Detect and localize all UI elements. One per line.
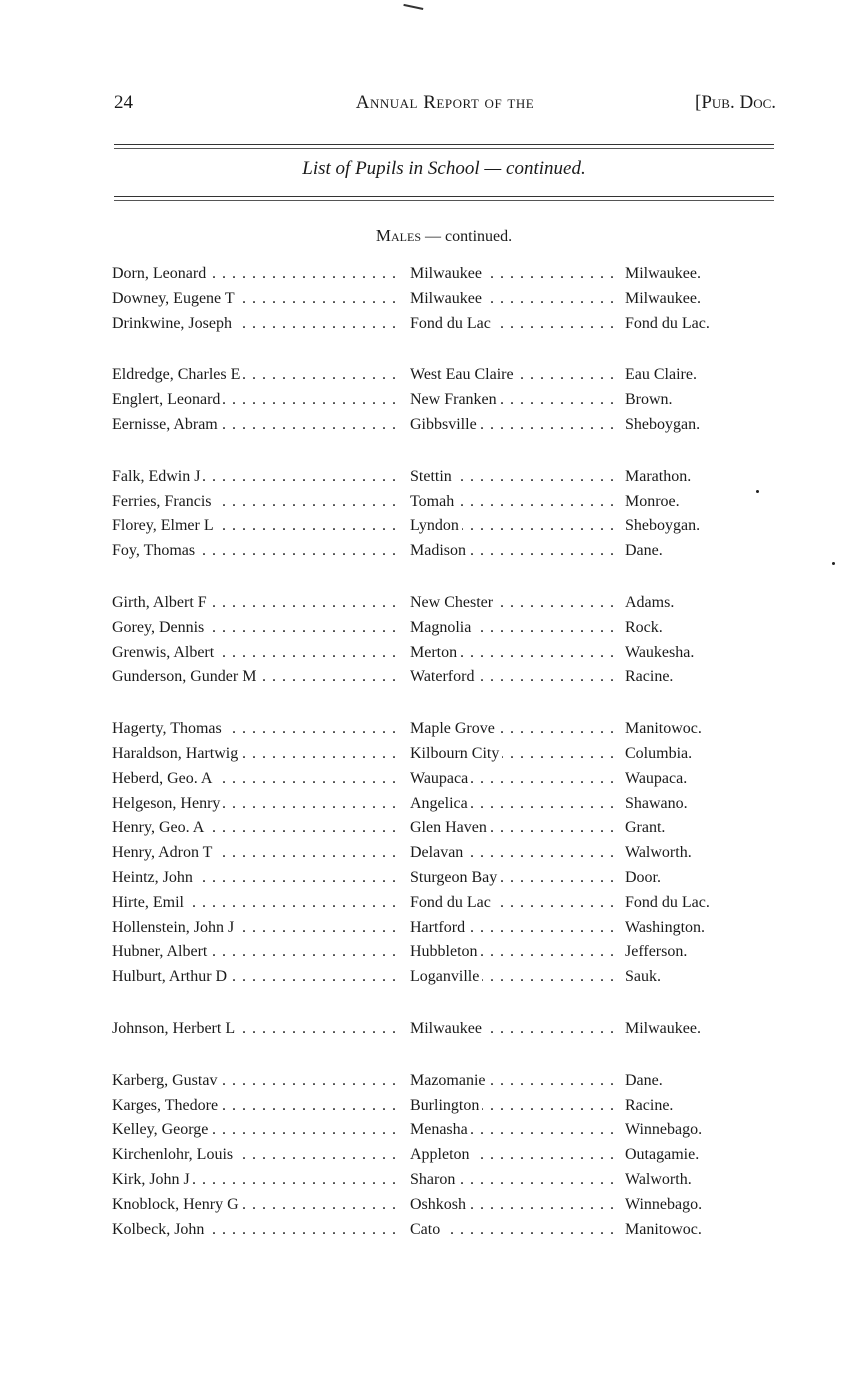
pupil-name: Heberd, Geo. A [112,770,215,787]
pupil-town: Lyndon [410,517,462,534]
pupil-town: Fond du Lac [410,315,494,332]
pupil-town: Milwaukee [410,265,485,282]
list-title: List of Pupils in School — continued. [302,158,586,179]
pupil-name: Drinkwine, Joseph [112,315,235,332]
pupil-town-cell [410,916,616,941]
pupil-row [112,312,752,337]
pupil-name-cell [112,916,402,941]
pupil-row [112,514,752,539]
pupil-county: Door. [625,869,664,886]
pupil-name-cell [112,616,402,641]
pupil-county: Marathon. [625,468,694,485]
ink-speck [756,490,759,493]
pupil-name-cell [112,312,402,337]
pupil-group [112,465,752,564]
pupil-town: Burlington [410,1097,482,1114]
pupil-town-cell [410,1017,616,1042]
pupil-county-cell [625,616,755,641]
pupil-name-cell [112,742,402,767]
pupil-row [112,388,752,413]
section-heading [114,226,774,246]
pupil-county: Columbia. [625,745,695,762]
pupil-town-cell [410,792,616,817]
pupil-county-cell [625,717,755,742]
pupil-town: Waterford [410,668,477,685]
pupil-name-cell [112,287,402,312]
pupil-county: Sauk. [625,968,664,985]
pupil-county: Winnebago. [625,1196,705,1213]
pupil-row [112,841,752,866]
pupil-town-cell [410,816,616,841]
pupil-town-cell [410,1069,616,1094]
pupil-group [112,1017,752,1042]
pupil-county: Milwaukee. [625,265,704,282]
pupil-county: Fond du Lac. [625,894,713,911]
pupil-county: Walworth. [625,844,695,861]
pupil-county-cell [625,1193,755,1218]
pupil-county: Racine. [625,1097,676,1114]
pupil-name: Hubner, Albert [112,943,210,960]
pupil-row [112,490,752,515]
pupil-row [112,287,752,312]
pupil-town-cell [410,1218,616,1243]
pupil-county-cell [625,312,755,337]
pupil-county-cell [625,262,755,287]
pupil-name: Karberg, Gustav [112,1072,220,1089]
pupil-county-cell [625,742,755,767]
pupil-name: Eernisse, Abram [112,416,221,433]
pupil-town-cell [410,866,616,891]
pupil-row [112,262,752,287]
pupil-county-cell [625,388,755,413]
pupil-county-cell [625,816,755,841]
pupil-row [112,465,752,490]
pupil-name-cell [112,1143,402,1168]
pupil-town-cell [410,312,616,337]
pupil-county-cell [625,490,755,515]
pupil-county-cell [625,1017,755,1042]
pupil-name-cell [112,1168,402,1193]
pupil-town-cell [410,591,616,616]
pupil-group [112,591,752,690]
pupil-name: Hollenstein, John J [112,919,237,936]
pupil-county-cell [625,916,755,941]
pupil-county: Racine. [625,668,676,685]
mid-rule-2 [114,200,774,201]
pupil-county: Grant. [625,819,668,836]
pupil-town: Tomah [410,493,457,510]
pupil-county: Rock. [625,619,666,636]
pupil-row [112,816,752,841]
pupil-name-cell [112,866,402,891]
pupil-county-cell [625,866,755,891]
pupil-name: Helgeson, Henry [112,795,223,812]
pupil-town-cell [410,965,616,990]
pupil-town-cell [410,767,616,792]
pupil-row [112,1193,752,1218]
pupil-group [112,1069,752,1243]
pupil-name: Eldredge, Charles E [112,366,243,383]
pupil-name-cell [112,1118,402,1143]
pupil-name-cell [112,1094,402,1119]
top-rule-1 [114,144,774,145]
pupil-row [112,916,752,941]
pupil-group [112,262,752,336]
pupil-name: Falk, Edwin J [112,468,203,485]
pupil-row [112,413,752,438]
pupil-county: Dane. [625,1072,666,1089]
pupil-county-cell [625,965,755,990]
pupil-town-cell [410,665,616,690]
pupil-town-cell [410,262,616,287]
pupil-county-cell [625,514,755,539]
pupil-name: Kirk, John J [112,1171,193,1188]
document-tag: [Pub. Doc. [695,92,776,113]
pupil-row [112,591,752,616]
pupil-name: Kirchenlohr, Louis [112,1146,236,1163]
pupil-town: Sharon [410,1171,458,1188]
pupil-name: Foy, Thomas [112,542,198,559]
pupil-county: Milwaukee. [625,1020,704,1037]
pupil-row [112,792,752,817]
pupil-county-cell [625,891,755,916]
pupil-name: Hirte, Emil [112,894,187,911]
pupil-row [112,1143,752,1168]
pupil-town: Kilbourn City [410,745,502,762]
mid-rule-1 [114,196,774,197]
pupil-town: Sturgeon Bay [410,869,500,886]
pupil-name-cell [112,262,402,287]
pupil-town-cell [410,1094,616,1119]
pupil-name: Florey, Elmer L [112,517,217,534]
pupil-county: Walworth. [625,1171,695,1188]
ink-speck [832,562,835,565]
pupil-county: Shawano. [625,795,691,812]
pupil-town: Appleton [410,1146,473,1163]
pupil-town: Angelica [410,795,471,812]
running-title: Annual Report of the [355,92,535,113]
pupil-county: Milwaukee. [625,290,704,307]
pupil-county-cell [625,1143,755,1168]
pupil-name-cell [112,1017,402,1042]
pupil-name: Kelley, George [112,1121,211,1138]
pupil-town-cell [410,514,616,539]
pupil-name: Englert, Leonard [112,391,223,408]
pupil-name-cell [112,363,402,388]
pupil-town-cell [410,1193,616,1218]
pupil-town: Milwaukee [410,1020,485,1037]
pupil-county: Waukesha. [625,644,697,661]
pupil-county: Washington. [625,919,708,936]
pupil-town: Glen Haven [410,819,490,836]
pupil-town-cell [410,616,616,641]
pupil-town: Hartford [410,919,468,936]
pupil-name-cell [112,1218,402,1243]
pupil-town-cell [410,539,616,564]
pupil-name-cell [112,539,402,564]
pupil-row [112,363,752,388]
pupil-town-cell [410,717,616,742]
pupil-town: Loganville [410,968,482,985]
pupil-name: Heintz, John [112,869,196,886]
pupil-county-cell [625,641,755,666]
pupil-town: Milwaukee [410,290,485,307]
pupil-town: Gibbsville [410,416,480,433]
pupil-town: Magnolia [410,619,474,636]
pupil-row [112,767,752,792]
pupil-town: Oshkosh [410,1196,469,1213]
pupil-county: Manitowoc. [625,1221,705,1238]
top-rule-2 [114,148,774,149]
pupil-row [112,940,752,965]
pupil-town: New Franken [410,391,500,408]
pupil-row [112,539,752,564]
pupil-town-cell [410,287,616,312]
pupil-county-cell [625,363,755,388]
pupil-name: Hulburt, Arthur D [112,968,230,985]
pupil-town: Delavan [410,844,466,861]
pupil-town: Madison [410,542,469,559]
pupil-name: Haraldson, Hartwig [112,745,241,762]
pupil-town: Menasha [410,1121,471,1138]
pupil-county-cell [625,539,755,564]
print-mark [403,0,424,10]
pupil-name-cell [112,792,402,817]
pupil-county-cell [625,591,755,616]
pupil-name-cell [112,514,402,539]
pupil-town-cell [410,490,616,515]
pupil-county: Brown. [625,391,676,408]
pupil-town-cell [410,742,616,767]
section-label: Males [375,226,422,245]
pupil-county-cell [625,940,755,965]
pupil-town: Merton [410,644,460,661]
pupil-name: Ferries, Francis [112,493,215,510]
pupil-row [112,1218,752,1243]
pupil-town: Mazomanie [410,1072,489,1089]
pupil-county-cell [625,841,755,866]
pupil-county: Jefferson. [625,943,690,960]
pupil-row [112,891,752,916]
pupil-name-cell [112,413,402,438]
pupil-town-cell [410,891,616,916]
pupil-town-cell [410,1143,616,1168]
pupil-town-cell [410,1118,616,1143]
pupil-name-cell [112,641,402,666]
pupil-row [112,616,752,641]
pupil-county-cell [625,1118,755,1143]
pupil-name-cell [112,1193,402,1218]
pupil-county: Sheboygan. [625,416,703,433]
pupil-county-cell [625,665,755,690]
pupil-list [112,262,752,1269]
pupil-name-cell [112,891,402,916]
pupil-name: Henry, Adron T [112,844,215,861]
pupil-county-cell [625,1069,755,1094]
pupil-name-cell [112,490,402,515]
pupil-name: Gorey, Dennis [112,619,207,636]
pupil-county: Fond du Lac. [625,315,713,332]
pupil-town-cell [410,940,616,965]
pupil-name-cell [112,591,402,616]
pupil-name-cell [112,717,402,742]
pupil-town: Waupaca [410,770,471,787]
pupil-town-cell [410,413,616,438]
pupil-name: Gunderson, Gunder M [112,668,259,685]
pupil-county: Adams. [625,594,677,611]
pupil-name: Karges, Thedore [112,1097,221,1114]
pupil-row [112,1017,752,1042]
pupil-county: Waupaca. [625,770,690,787]
pupil-town: Maple Grove [410,720,498,737]
pupil-row [112,1168,752,1193]
pupil-name-cell [112,388,402,413]
pupil-name: Downey, Eugene T [112,290,238,307]
pupil-row [112,1118,752,1143]
pupil-name: Knoblock, Henry G [112,1196,242,1213]
pupil-row [112,1094,752,1119]
pupil-name: Hagerty, Thomas [112,720,225,737]
pupil-county-cell [625,1168,755,1193]
pupil-name: Henry, Geo. A [112,819,207,836]
pupil-county-cell [625,1218,755,1243]
pupil-town-cell [410,465,616,490]
pupil-name-cell [112,465,402,490]
pupil-town: Fond du Lac [410,894,494,911]
pupil-town: Hubbleton [410,943,481,960]
pupil-row [112,665,752,690]
pupil-town: Stettin [410,468,455,485]
pupil-name-cell [112,665,402,690]
section-label-rest: — continued. [421,228,513,245]
pupil-row [112,641,752,666]
pupil-county: Eau Claire. [625,366,700,383]
pupil-group [112,363,752,437]
pupil-county-cell [625,792,755,817]
pupil-group [112,717,752,990]
pupil-row [112,742,752,767]
pupil-row [112,717,752,742]
page-number: 24 [114,92,133,113]
pupil-row [112,1069,752,1094]
pupil-town: Cato [410,1221,443,1238]
pupil-county: Dane. [625,542,666,559]
pupil-county: Manitowoc. [625,720,705,737]
pupil-name-cell [112,841,402,866]
pupil-town-cell [410,841,616,866]
pupil-name: Kolbeck, John [112,1221,207,1238]
pupil-county: Outagamie. [625,1146,702,1163]
pupil-name: Grenwis, Albert [112,644,217,661]
pupil-county-cell [625,767,755,792]
pupil-name-cell [112,767,402,792]
pupil-county-cell [625,287,755,312]
pupil-row [112,866,752,891]
pupil-name: Girth, Albert F [112,594,210,611]
pupil-county: Sheboygan. [625,517,703,534]
pupil-name-cell [112,816,402,841]
pupil-town-cell [410,388,616,413]
pupil-name-cell [112,1069,402,1094]
pupil-town-cell [410,1168,616,1193]
pupil-name-cell [112,965,402,990]
pupil-town-cell [410,363,616,388]
pupil-county-cell [625,413,755,438]
page-header [114,92,776,118]
pupil-county: Winnebago. [625,1121,705,1138]
pupil-town: New Chester [410,594,496,611]
pupil-name: Dorn, Leonard [112,265,209,282]
pupil-name-cell [112,940,402,965]
pupil-row [112,965,752,990]
pupil-county-cell [625,465,755,490]
pupil-town: West Eau Claire [410,366,517,383]
pupil-county: Monroe. [625,493,683,510]
pupil-name: Johnson, Herbert L [112,1020,238,1037]
pupil-county-cell [625,1094,755,1119]
pupil-town-cell [410,641,616,666]
